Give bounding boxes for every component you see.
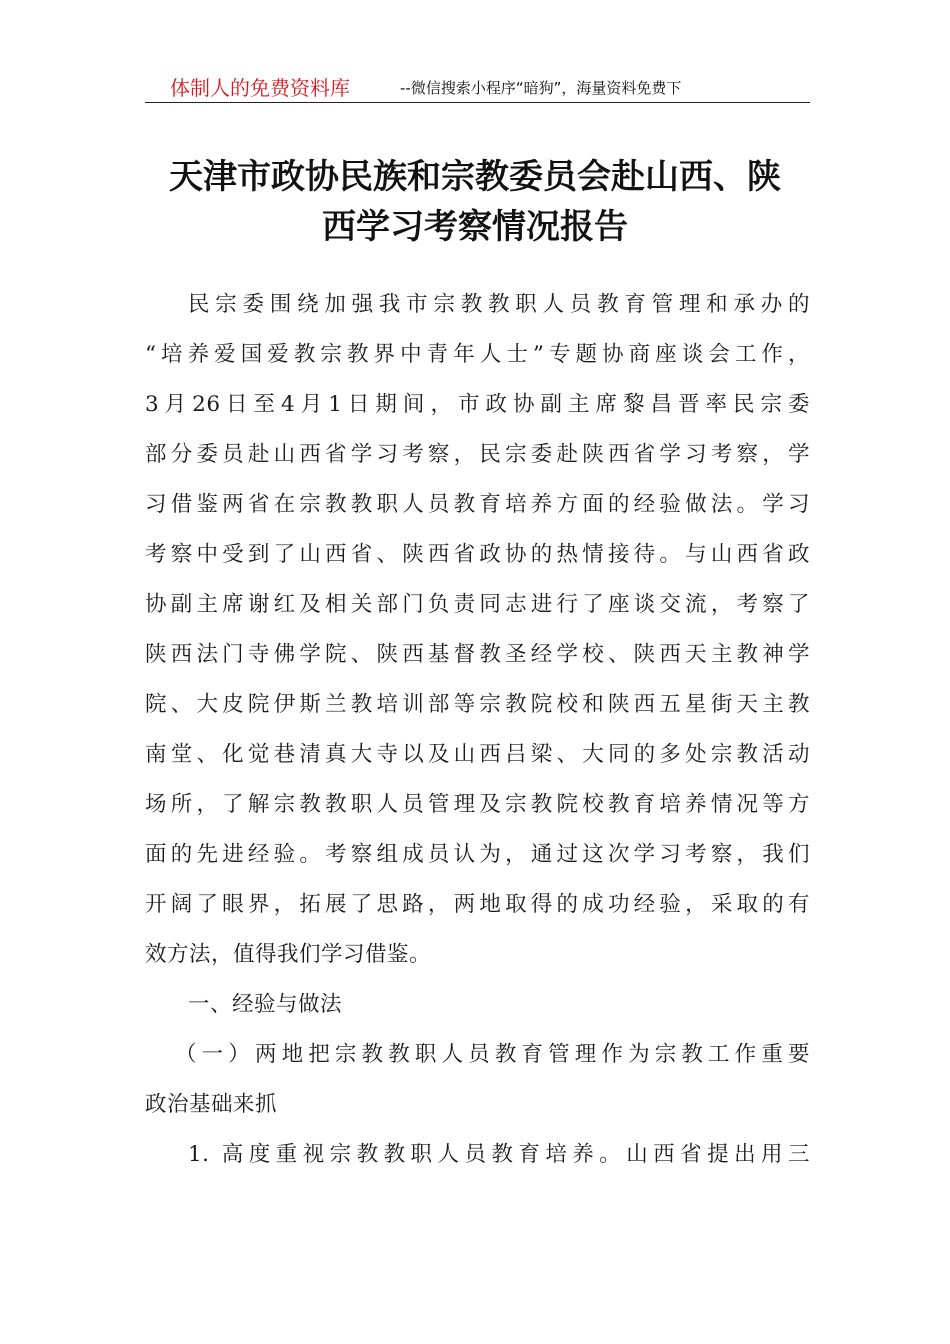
document-body (145, 280, 810, 1180)
body-line: 考察中受到了山西省、陕西省政协的热情接待。与山西省政 (145, 542, 810, 567)
body-line: 1. 高度重视宗教教职人员教育培养。山西省提出用三 (188, 1142, 810, 1167)
subsection-heading: （一）两地把宗教教职人员教育管理作为宗教工作重要 (175, 1042, 810, 1067)
header-brand: 体制人的免费资料库 (170, 76, 350, 100)
title-line-2: 西学习考察情况报告 (322, 207, 628, 247)
document-title (120, 152, 830, 252)
title-line-1: 天津市政协民族和宗教委员会赴山西、陕 (169, 157, 781, 197)
body-line: 协副主席谢红及相关部门负责同志进行了座谈交流，考察了 (145, 592, 810, 617)
body-line: 习借鉴两省在宗教教职人员教育培养方面的经验做法。学习 (145, 492, 810, 517)
body-line: “培养爱国爱教宗教界中青年人士”专题协商座谈会工作， (145, 342, 810, 367)
body-line: 效方法，值得我们学习借鉴。 (145, 942, 432, 967)
body-line: 场所，了解宗教教职人员管理及宗教院校教育培养情况等方 (145, 792, 810, 817)
page-header (145, 70, 810, 103)
body-line: 民宗委围绕加强我市宗教教职人员教育管理和承办的 (188, 292, 810, 317)
section-heading: 一、经验与做法 (188, 992, 343, 1017)
body-line: 陕西法门寺佛学院、陕西基督教圣经学校、陕西天主教神学 (145, 642, 810, 667)
body-line: 院、大皮院伊斯兰教培训部等宗教院校和陕西五星街天主教 (145, 692, 810, 717)
body-line: 面的先进经验。考察组成员认为，通过这次学习考察，我们 (145, 842, 810, 867)
body-line: 3月26日至4月1日期间，市政协副主席黎昌晋率民宗委 (145, 392, 810, 417)
subsection-heading-cont: 政治基础来抓 (145, 1092, 278, 1117)
header-note: --微信搜索小程序“暗狗”，海量资料免费下 (400, 79, 682, 97)
body-line: 开阔了眼界，拓展了思路，两地取得的成功经验，采取的有 (145, 892, 810, 917)
body-line: 南堂、化觉巷清真大寺以及山西吕梁、大同的多处宗教活动 (145, 742, 810, 767)
body-line: 部分委员赴山西省学习考察，民宗委赴陕西省学习考察，学 (145, 442, 810, 467)
